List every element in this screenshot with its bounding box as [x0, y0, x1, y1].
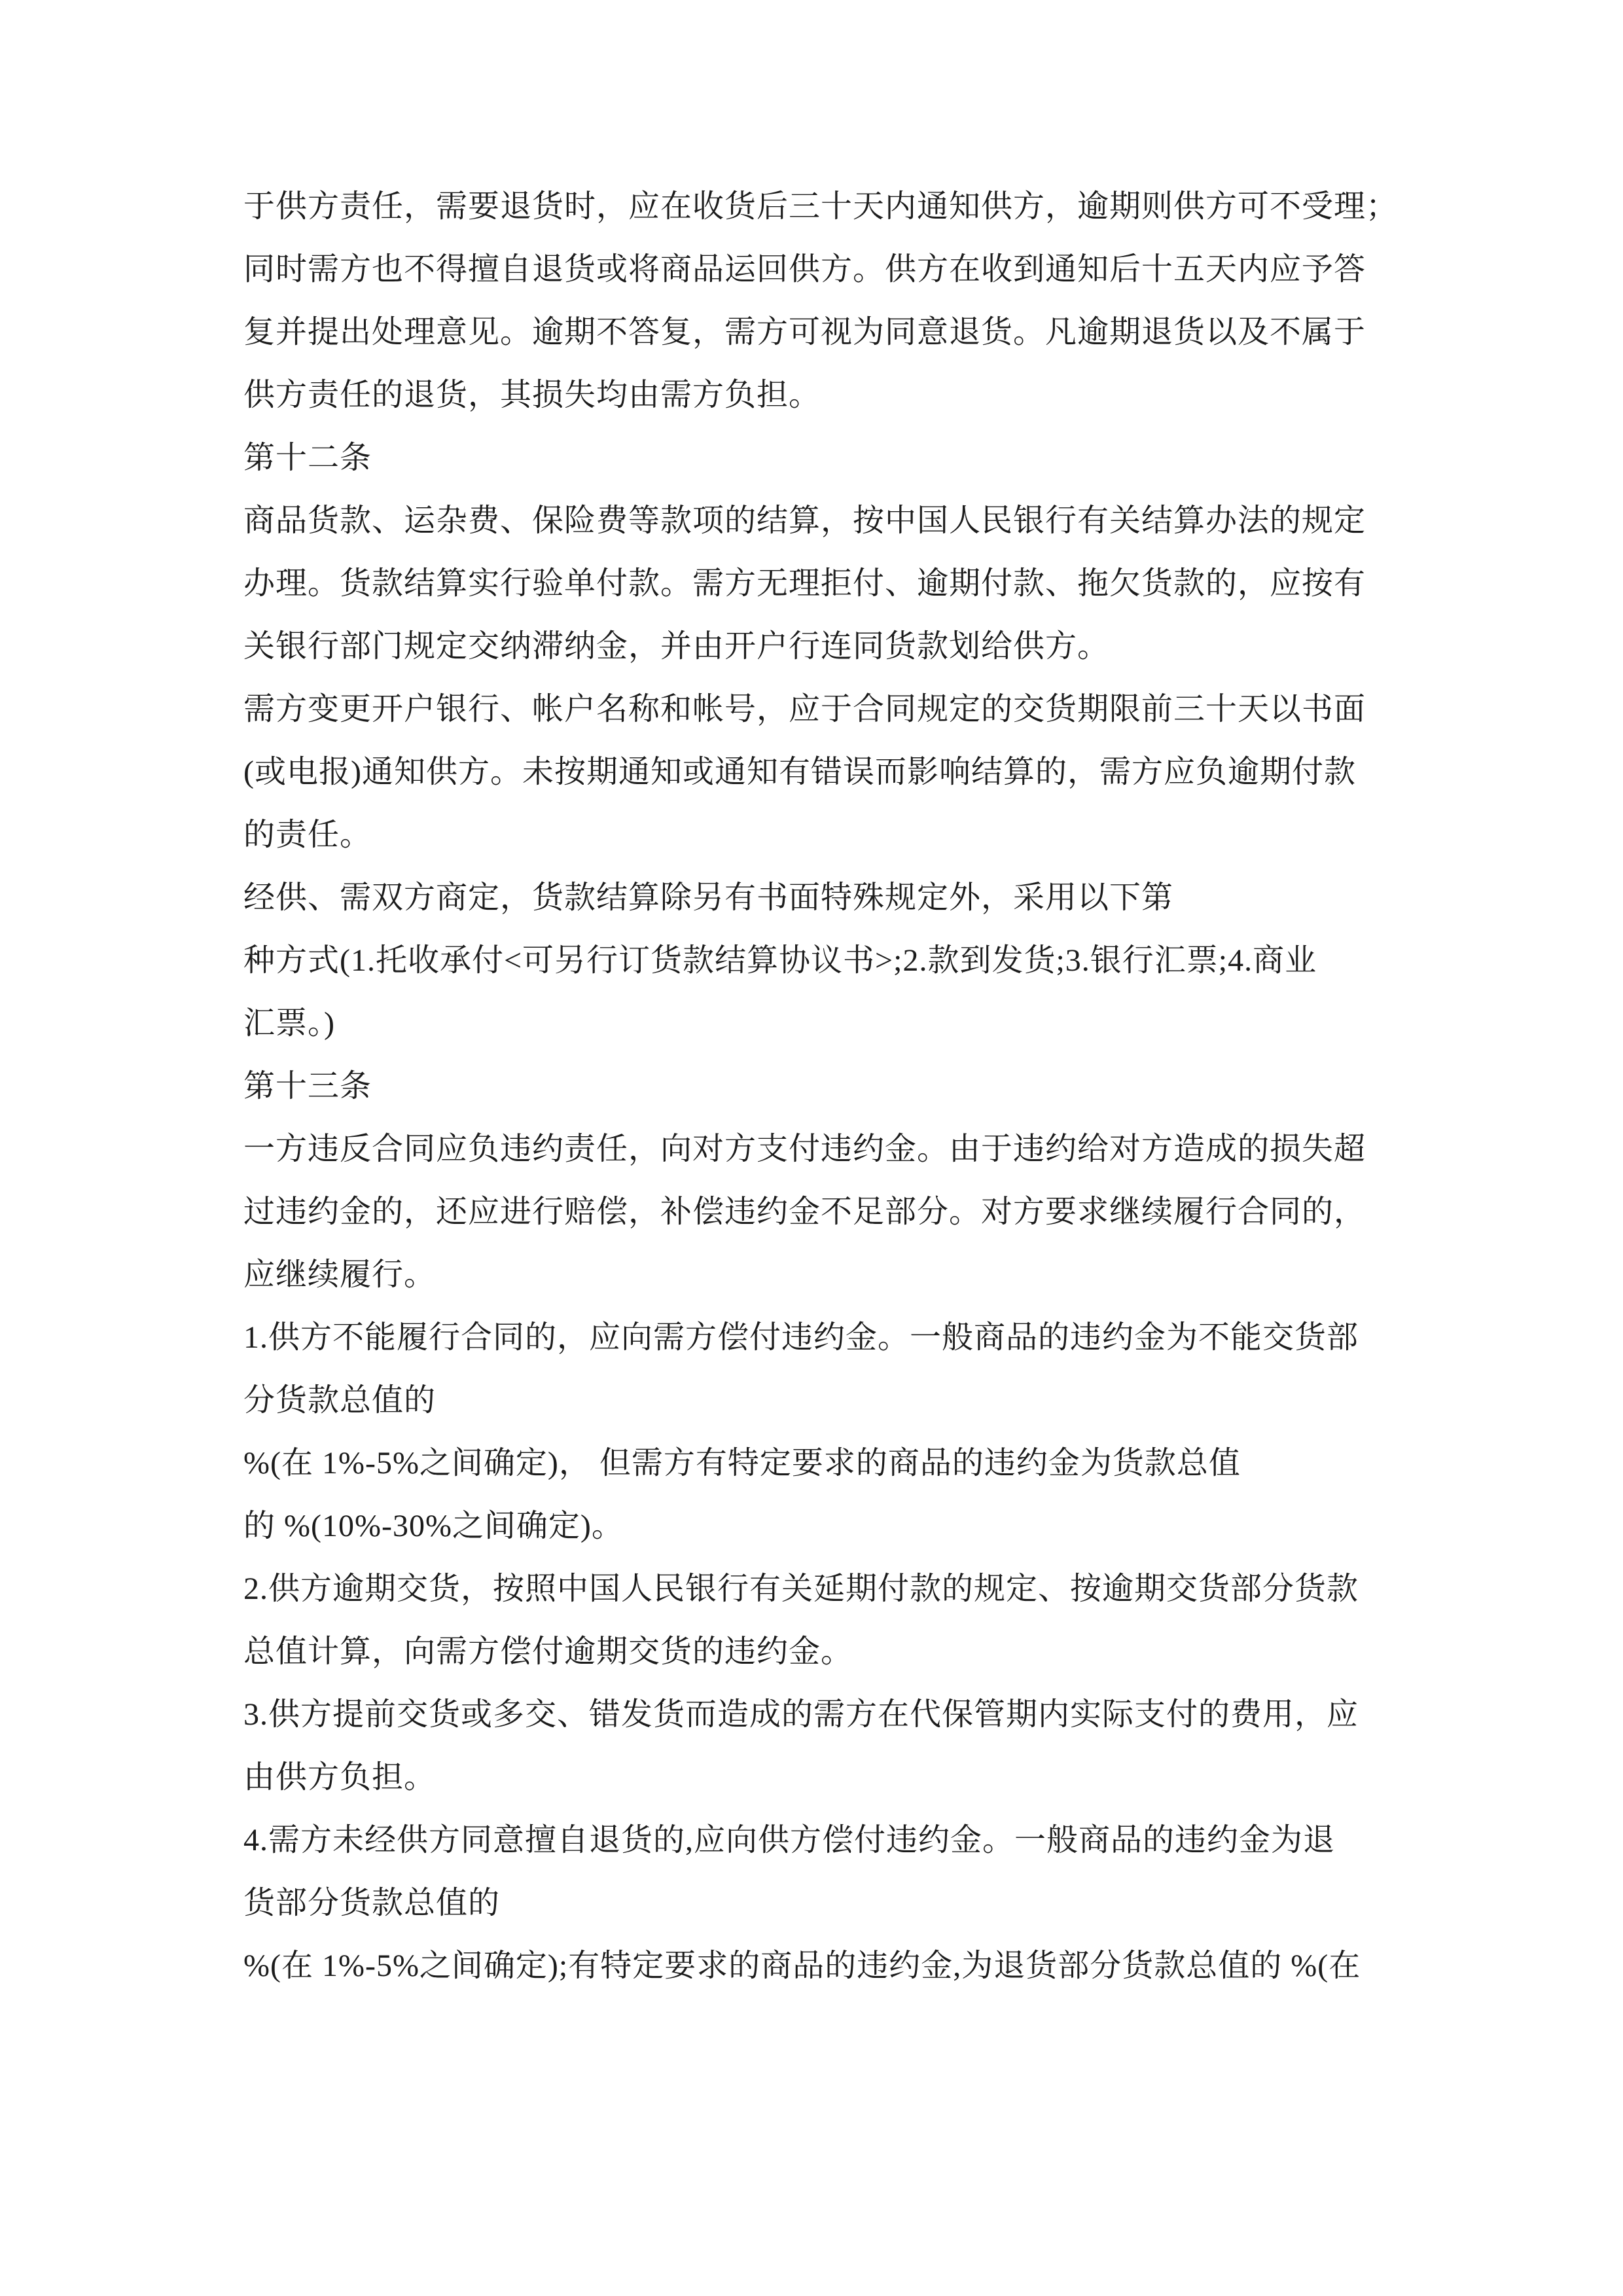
- text-line: %(在 1%-5%之间确定)， 但需方有特定要求的商品的违约金为货款总值: [243, 1446, 1241, 1480]
- text-line: 商品货款、运杂费、保险费等款项的结算，按中国人民银行有关结算办法的规定: [243, 503, 1366, 538]
- text-line: 分货款总值的: [243, 1383, 437, 1418]
- text-line: 于供方责任，需要退货时，应在收货后三十天内通知供方，逾期则供方可不受理；: [243, 189, 1399, 224]
- text-line: 由供方负担。: [243, 1760, 437, 1795]
- text-line: 3.供方提前交货或多交、错发货而造成的需方在代保管期内实际支付的费用，应: [243, 1697, 1359, 1732]
- text-line: 种方式(1.托收承付<可另行订货款结算协议书>;2.款到发货;3.银行汇票;4.商业: [243, 943, 1317, 978]
- text-line: 货部分货款总值的: [243, 1886, 501, 1920]
- text-line: 复并提出处理意见。逾期不答复，需方可视为同意退货。凡逾期退货以及不属于: [243, 315, 1366, 350]
- text-line: 汇票。): [243, 1006, 335, 1041]
- text-line: 第十三条: [243, 1069, 372, 1103]
- text-line: 应继续履行。: [243, 1257, 437, 1292]
- text-line: 经供、需双方商定，货款结算除另有书面特殊规定外，采用以下第: [243, 880, 1174, 915]
- text-line: 需方变更开户银行、帐户名称和帐号，应于合同规定的交货期限前三十天以书面: [243, 692, 1366, 726]
- text-line: 2.供方逾期交货，按照中国人民银行有关延期付款的规定、按逾期交货部分货款: [243, 1571, 1359, 1606]
- text-line: 第十二条: [243, 440, 372, 475]
- text-line: %(在 1%-5%之间确定);有特定要求的商品的违约金,为退货部分货款总值的 %(在: [243, 1948, 1361, 1983]
- text-line: 关银行部门规定交纳滞纳金，并由开户行连同货款划给供方。: [243, 629, 1110, 664]
- text-line: 的 %(10%-30%之间确定)。: [243, 1509, 624, 1543]
- text-line: 4.需方未经供方同意擅自退货的,应向供方偿付违约金。一般商品的违约金为退: [243, 1823, 1336, 1857]
- text-line: 总值计算，向需方偿付逾期交货的违约金。: [243, 1634, 853, 1669]
- text-line: 的责任。: [243, 817, 372, 852]
- text-line: 办理。货款结算实行验单付款。需方无理拒付、逾期付款、拖欠货款的，应按有: [243, 566, 1366, 601]
- text-line: 供方责任的退货，其损失均由需方负担。: [243, 378, 821, 412]
- text-line: 1.供方不能履行合同的，应向需方偿付违约金。一般商品的违约金为不能交货部: [243, 1320, 1359, 1355]
- text-block: [243, 175, 1399, 1998]
- text-line: 过违约金的，还应进行赔偿，补偿违约金不足部分。对方要求继续履行合同的，: [243, 1194, 1366, 1229]
- text-line: 同时需方也不得擅自退货或将商品运回供方。供方在收到通知后十五天内应予答: [243, 252, 1366, 287]
- text-line: (或电报)通知供方。未按期通知或通知有错误而影响结算的，需方应负逾期付款: [243, 755, 1356, 789]
- text-line: 一方违反合同应负违约责任，向对方支付违约金。由于违约给对方造成的损失超: [243, 1132, 1366, 1166]
